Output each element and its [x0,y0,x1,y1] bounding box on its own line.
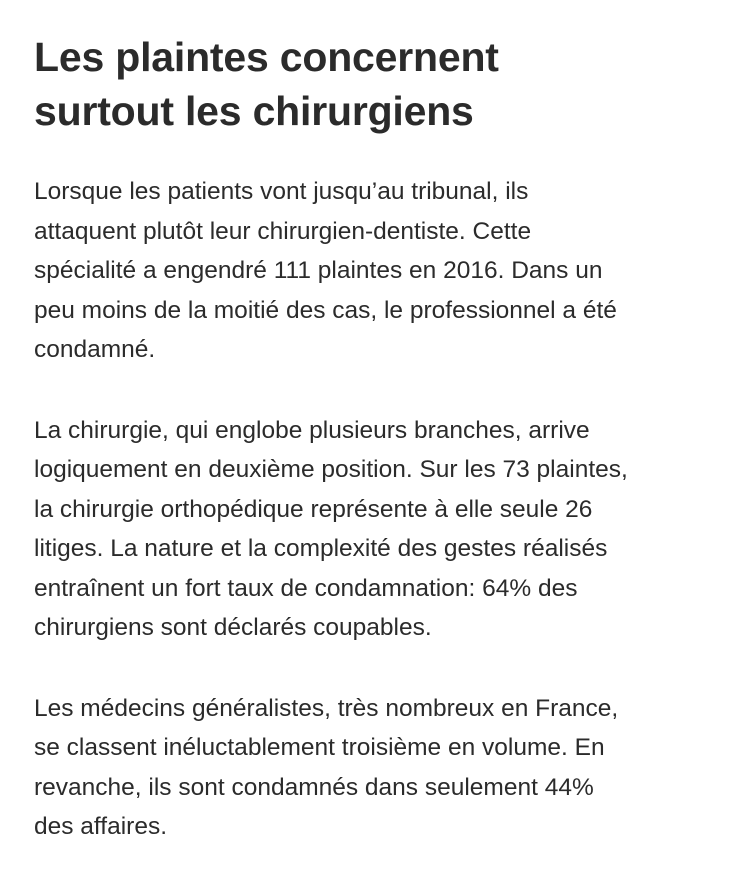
paragraph-generalistes [34,689,724,847]
paragraph-chirurgie [34,411,724,648]
paragraph-line: la chirurgie orthopédique représente à elle seule 26 [34,495,593,523]
article-title [34,30,724,138]
paragraph-line: La chirurgie, qui englobe plusieurs branches, arrive [34,416,590,444]
paragraph-line: Lorsque les patients vont jusqu’au tribunal, ils [34,178,529,205]
paragraph-line: des affaires. [34,813,168,840]
paragraph-line: condamné. [34,336,156,363]
paragraph-line: spécialité a engendré 111 plaintes en 2016. Dans un [34,257,603,284]
paragraph-line: entraînent un fort taux de condamnation: 64% des [34,574,578,602]
paragraph-line: chirurgiens sont déclarés coupables. [34,614,432,641]
title-line: Les plaintes concernent [34,34,499,80]
paragraph-line: attaquent plutôt leur chirurgien-dentiste. Cette [34,217,532,245]
paragraph-line: revanche, ils sont condamnés dans seulement 44% [34,773,594,801]
article [34,30,724,847]
paragraph-line: peu moins de la moitié des cas, le professionnel a été [34,296,617,324]
paragraph-line: se classent inéluctablement troisième en volume. En [34,734,605,761]
paragraph-line: litiges. La nature et la complexité des gestes réalisés [34,535,608,562]
paragraph-dentistes [34,172,724,370]
title-line: surtout les chirurgiens [34,88,474,134]
paragraph-line: Les médecins généralistes, très nombreux en France, [34,694,619,722]
paragraph-line: logiquement en deuxième position. Sur les 73 plaintes, [34,456,628,483]
